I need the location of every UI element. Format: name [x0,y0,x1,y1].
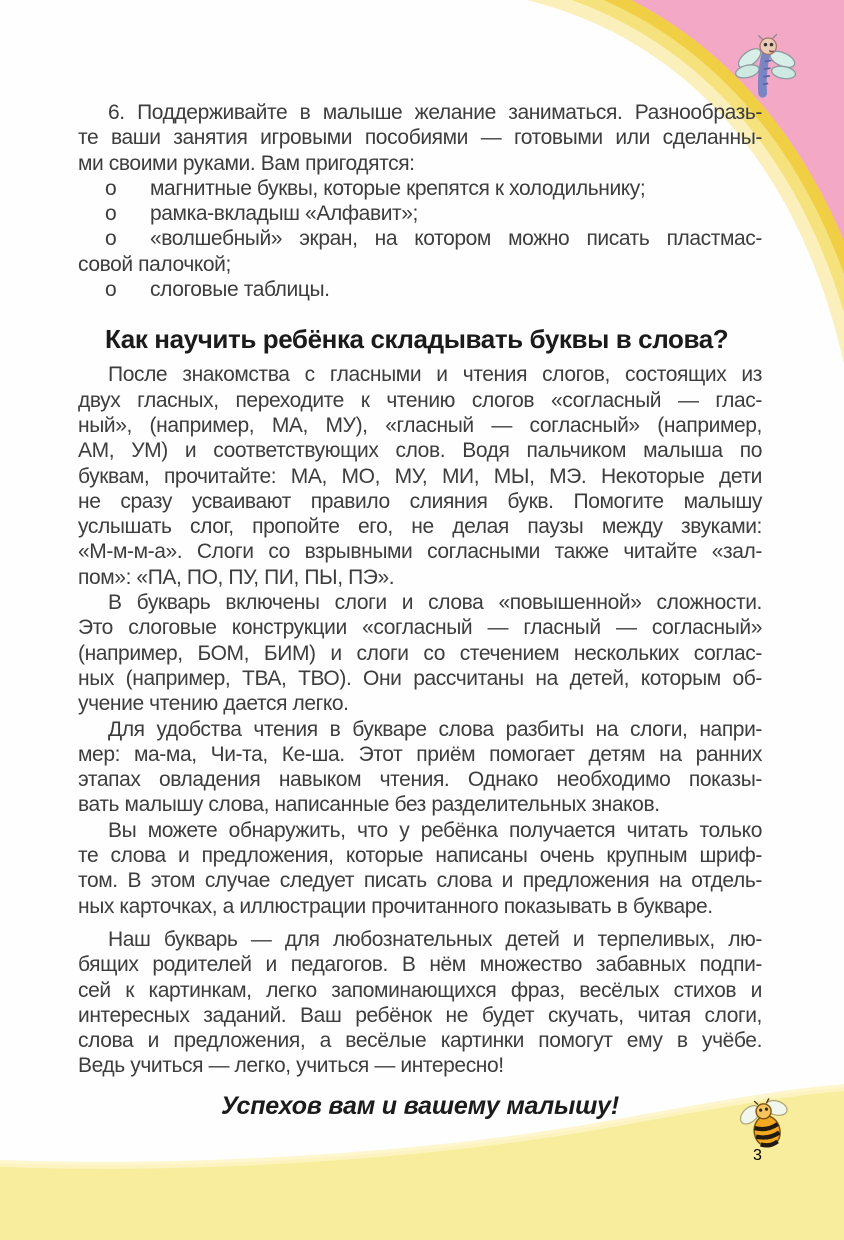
bullet-marker: о [105,278,117,302]
paragraph [78,818,762,919]
text-line: Для удобства чтения в букваре слова разбиты на слоги, напри- [108,717,762,741]
text-line: Наш букварь — для любознательных детей и терпеливых, лю- [108,927,762,951]
bullet-text: рамка-вкладыш «Алфавит»; [150,202,418,226]
paragraph [78,927,762,1079]
bullet-item [78,176,762,201]
bullet-marker: о [105,202,117,226]
text-line: ных карточках, а иллюстрации прочитанного показывать в букваре. [78,894,713,918]
text-line [78,226,762,251]
text-line [78,201,762,226]
paragraph [78,717,762,818]
bullet-marker: о [105,227,117,251]
text-line: вать малышу слова, написанные без разделительных знаков. [78,793,660,817]
text-line: бящих родителей и педагогов. В нём множество забавных подпи- [78,953,762,977]
text-line: Ведь учиться — легко, учиться — интересно! [78,1054,504,1078]
text-line: 6. Поддерживайте в малыше желание заниматься. Разнообразь- [108,101,762,124]
paragraph [78,590,762,716]
section-heading: Как научить ребёнка складывать буквы в слова? [105,324,729,355]
text-line: услышать слог, пропойте его, не делая паузы между звуками: [78,515,762,539]
text-line: Вы можете обнаружить, что у ребёнка получается читать только [108,818,762,842]
bullet-item [78,277,762,302]
text-line: слова и предложения, а весёлые картинки помогут ему в учёбе. [78,1029,762,1053]
text-line: учение чтению дается легко. [78,692,349,716]
text-line: не сразу усваивают правило слияния букв. Помогите малышу [78,489,762,513]
text-line: те слова и предложения, которые написаны очень крупным шриф- [78,844,762,868]
text-line: совой палочкой; [78,252,231,276]
text-line [78,176,762,201]
text-line: «М-м-м-а». Слоги со взрывными согласными также читайте «зал- [78,540,762,564]
page-number-pill [753,1147,844,1233]
text-line: В букварь включены слоги и слова «повышенной» сложности. [108,591,762,615]
bullet-text: магнитные буквы, которые крепятся к холодильнику; [150,176,646,200]
bullet-marker: о [105,176,117,200]
closing-line: Успехов вам и вашему малышу! [221,1091,619,1120]
page-number: 3 [753,1147,762,1164]
text-line: том. В этом случае следует писать слова и предложения на отдель- [78,869,762,893]
text-line: мер: ма-ма, Чи-та, Ке-ша. Этот приём помогает детям на ранних [78,742,762,766]
dragonfly-icon [733,32,799,102]
text-column [78,100,762,1121]
paragraph [78,362,762,590]
text-line: пом»: «ПА, ПО, ПУ, ПИ, ПЫ, ПЭ». [78,565,395,589]
bullet-list [78,176,762,302]
text-line: ный», (например, МА, МУ), «гласный — согласный» (например, [78,413,762,437]
text-line: интересных заданий. Ваш ребёнок не будет скучать, читая слоги, [78,1003,762,1027]
text-line: этапах овладения навыком чтения. Однако необходимо показы- [78,768,762,792]
text-line: Это слоговые конструкции «согласный — гласный — согласный» [78,616,762,640]
text-line: буквам, прочитайте: МА, МО, МУ, МИ, МЫ, МЭ. Некоторые дети [78,464,762,488]
text-line: После знакомства с гласными и чтения слогов, состоящих из [108,363,762,387]
bullet-item [78,201,762,226]
text-line: ми своими руками. Вам пригодятся: [78,151,415,175]
paragraph [78,100,762,176]
text-line: двух гласных, переходите к чтению слогов «согласный — глас- [78,388,762,412]
text-line: АМ, УМ) и соответствующих слов. Водя пальчиком малыша по [78,439,762,463]
text-line: ных (например, ТВА, ТВО). Они рассчитаны на детей, которым об- [78,666,762,690]
bullet-text: «волшебный» экран, на котором можно писать пластмас- [150,227,762,251]
text-line: те ваши занятия игровыми пособиями — готовыми или сделанны- [78,126,762,150]
text-line [78,277,762,302]
text-line: (например, БОМ, БИМ) и слоги со стечением нескольких соглас- [78,641,762,665]
bullet-text: слоговые таблицы. [150,278,330,302]
text-line: сей к картинкам, легко запоминающихся фраз, весёлых стихов и [78,978,762,1002]
bullet-item [78,226,762,277]
